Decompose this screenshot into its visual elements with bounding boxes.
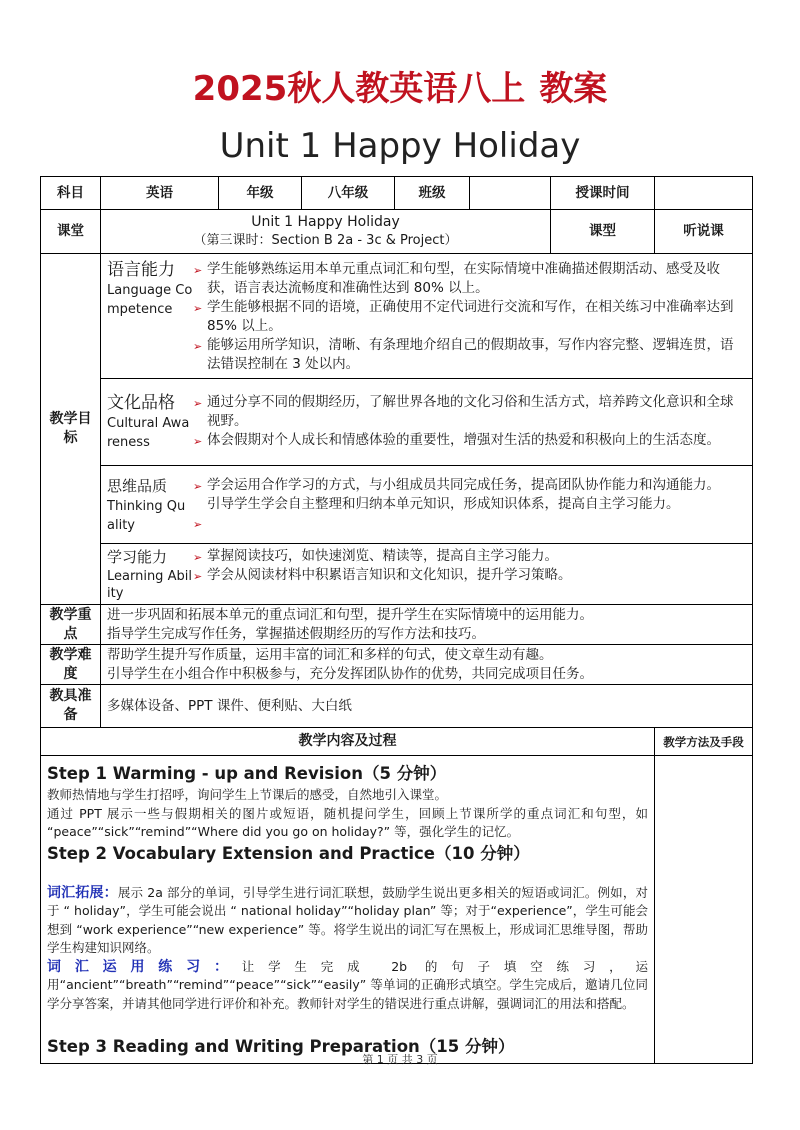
category-cn-name: 语言能力 — [107, 259, 175, 280]
process-header: 教学内容及过程 — [41, 728, 655, 756]
objective-row-learning — [41, 544, 753, 605]
objective-item: 学生能够根据不同的语境，正确使用不定代词进行交流和写作，在相关练习中准确率达到 85% 以上。 — [207, 298, 734, 334]
category-en-name: Language Competence — [107, 282, 193, 317]
vocab-practice-heading: 词汇运用练习： — [47, 958, 242, 975]
time-label: 授课时间 — [551, 177, 655, 210]
step-1-paragraph: 通过 PPT 展示一些与假期相关的图片或短语，随机提问学生，回顾上节课所学的重点词汇和句型，如 “peace”“sick”“remind”“Where did you go on holiday?” 等，强化学生的记忆。 — [47, 805, 648, 839]
objective-item: 通过分享不同的假期经历，了解世界各地的文化习俗和生活方式，培养跨文化意识和全球视野。 — [207, 394, 734, 429]
objectives-label: 教学目标 — [41, 254, 101, 605]
objective-row-culture — [41, 379, 753, 466]
category-cn-name: 学习能力 — [107, 548, 168, 566]
bullet-arrow-icon: ➢ — [193, 479, 203, 493]
class-value — [470, 177, 551, 210]
page-title — [0, 66, 800, 112]
difficulties-label: 教学难度 — [41, 645, 101, 685]
bullet-arrow-icon: ➢ — [193, 435, 203, 448]
step-2-paragraph — [47, 958, 648, 1014]
lesson-title: Unit 1 Happy Holiday — [251, 214, 400, 230]
objective-row-thinking — [41, 466, 753, 544]
step-2-title: Step 2 Vocabulary Extension and Practice（10 分钟） — [47, 843, 530, 863]
title-main: 秋人教英语八上 — [287, 69, 526, 109]
lesson-plan-table — [40, 176, 753, 1064]
objective-category — [105, 544, 746, 604]
key-point-line: 进一步巩固和拓展本单元的重点词汇和句型，提升学生在实际情境中的运用能力。 — [107, 606, 593, 623]
time-value — [655, 177, 753, 210]
objective-item: 体会假期对个人成长和情感体验的重要性，增强对生活的热爱和积极向上的生活态度。 — [207, 432, 720, 448]
objective-item: 引导学生学会自主整理和归纳本单元知识，形成知识体系，提高自主学习能力。 — [207, 495, 680, 512]
objective-category — [105, 473, 746, 537]
category-cn-name: 思维品质 — [107, 476, 168, 495]
process-content — [41, 756, 655, 1064]
lesson-type-value: 听说课 — [655, 210, 753, 254]
objective-item: 掌握阅读技巧，如快速浏览、精读等，提高自主学习能力。 — [207, 548, 558, 564]
step-3-title: Step 3 Reading and Writing Preparation（15 分钟） — [47, 1037, 515, 1056]
difficulty-line: 引导学生在小组合作中积极参与，充分发挥团队协作的优势，共同完成项目任务。 — [107, 665, 593, 682]
category-en-name: Cultural Awareness — [107, 416, 190, 450]
materials-row — [41, 685, 753, 728]
materials-value: 多媒体设备、PPT 课件、便利贴、大白纸 — [107, 697, 352, 714]
objective-category — [105, 257, 746, 376]
bullet-arrow-icon: ➢ — [193, 570, 203, 583]
objective-category — [105, 390, 746, 454]
materials-label: 教具准备 — [41, 685, 101, 728]
info-row — [41, 177, 753, 210]
lesson-type-label: 课型 — [551, 210, 655, 254]
bullet-arrow-icon: ➢ — [193, 397, 203, 410]
step-2-paragraph — [47, 884, 648, 958]
bullet-arrow-icon: ➢ — [193, 263, 203, 277]
lesson-cell — [101, 210, 551, 254]
objective-row-language — [41, 254, 753, 379]
key-points-row — [41, 605, 753, 645]
vocab-extension-heading: 词汇拓展： — [47, 884, 118, 901]
page-footer: 第 1 页 共 3 页 — [362, 1053, 438, 1066]
lesson-subtitle: （第三课时：Section B 2a - 3c & Project） — [193, 233, 458, 248]
objective-item: 学会运用合作学习的方式，与小组成员共同完成任务，提高团队协作能力和沟通能力。 — [207, 476, 720, 493]
lesson-label: 课堂 — [41, 210, 101, 254]
step-1-paragraph: 教师热情地与学生打招呼，询问学生上节课后的感受，自然地引入课堂。 — [47, 787, 448, 802]
unit-title: Unit 1 Happy Holiday — [219, 126, 581, 166]
title-year: 2025 — [192, 69, 288, 109]
category-en-name: Learning Ability — [107, 569, 192, 601]
bullet-arrow-icon: ➢ — [193, 517, 203, 531]
vocab-practice-text: 让学生完成 2b 的句子填空练习，运用“ancient”“breath”“remind”“peace”“sick”“easily” 等单词的正确形式填空。学生完成后，邀请几位同学分享答案，并请其他同学进行评价和补充。教师针对学生的错误进行重点讲解，强调词汇的用法和搭配。 — [47, 958, 648, 1011]
bullet-arrow-icon: ➢ — [193, 551, 203, 564]
subject-label: 科目 — [41, 177, 101, 210]
class-label: 班级 — [395, 177, 470, 210]
bullet-arrow-icon: ➢ — [193, 339, 203, 353]
difficulties-row — [41, 645, 753, 685]
process-content-row — [41, 756, 753, 1064]
grade-value: 八年级 — [302, 177, 395, 210]
bullet-arrow-icon: ➢ — [193, 301, 203, 315]
subject-value: 英语 — [101, 177, 219, 210]
objective-item: 学会从阅读材料中积累语言知识和文化知识，提升学习策略。 — [207, 567, 572, 583]
methods-cell — [655, 756, 753, 1064]
title-tail: 教案 — [539, 69, 608, 109]
difficulty-line: 帮助学生提升写作质量，运用丰富的词汇和多样的句式，使文章生动有趣。 — [107, 646, 553, 663]
step-1-title: Step 1 Warming - up and Revision（5 分钟） — [47, 764, 447, 783]
objective-item: 能够运用所学知识，清晰、有条理地介绍自己的假期故事，写作内容完整、逻辑连贯，语法错误控制在 3 处以内。 — [207, 336, 734, 372]
grade-label: 年级 — [219, 177, 302, 210]
process-header-row — [41, 728, 753, 756]
key-point-line: 指导学生完成写作任务，掌握描述假期经历的写作方法和技巧。 — [107, 625, 485, 642]
key-points-label: 教学重点 — [41, 605, 101, 645]
vocab-extension-text: 展示 2a 部分的单词，引导学生进行词汇联想，鼓励学生说出更多相关的短语或词汇。例如，对于 “ holiday”，学生可能会说出 “ national holiday”“holiday plan” 等；对于“experience”，学生可能会想到 “work experience”“new experience” 等。将学生说出的词汇写在黑板上，形成词汇思维导图，帮助学生构建知识网络。 — [47, 884, 649, 955]
objective-item: 学生能够熟练运用本单元重点词汇和句型，在实际情境中准确描述假期活动、感受及收获，语言表达流畅度和准确性达到 80% 以上。 — [207, 260, 720, 296]
lesson-row — [41, 210, 753, 254]
category-en-name: Thinking Quality — [107, 498, 186, 533]
methods-header: 教学方法及手段 — [655, 728, 753, 756]
category-cn-name: 文化品格 — [107, 393, 175, 413]
